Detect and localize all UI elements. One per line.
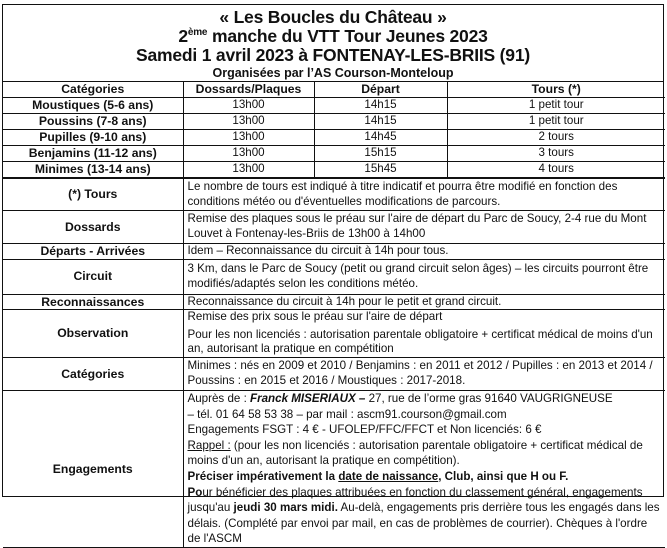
observation-line-1: Remise des prix sous le préau sur l'aire de départ xyxy=(187,310,443,324)
info-value: Reconnaissance du circuit à 14h pour le petit et grand circuit. xyxy=(183,294,665,310)
title-block xyxy=(3,5,663,82)
depart-cell: 15h45 xyxy=(314,162,447,178)
tours-cell: 1 petit tour xyxy=(447,98,665,114)
event-organizer: Organisées par l’AS Courson-Monteloup xyxy=(212,66,454,80)
dossards-cell: 13h00 xyxy=(183,162,314,178)
schedule-table xyxy=(3,82,665,178)
tours-cell: 2 tours xyxy=(447,130,665,146)
info-value xyxy=(183,310,665,358)
dossards-cell: 13h00 xyxy=(183,114,314,130)
dossards-cell: 13h00 xyxy=(183,130,314,146)
deadline-bold-start: Po xyxy=(187,485,203,499)
table-row xyxy=(3,98,665,114)
table-row xyxy=(3,146,665,162)
dossards-cell: 13h00 xyxy=(183,98,314,114)
info-row-departs xyxy=(3,244,665,260)
table-row xyxy=(3,162,665,178)
info-row-dossards xyxy=(3,211,665,244)
category-cell: Benjamins (11-12 ans) xyxy=(3,146,183,162)
engagement-reminder xyxy=(188,438,662,469)
col-header-depart: Départ xyxy=(314,82,447,98)
engagement-notice xyxy=(188,469,662,485)
table-row xyxy=(3,114,665,130)
info-label: Catégories xyxy=(3,357,183,390)
observation-line-2: Pour les non licenciés : autorisation parentale obligatoire + certificat médical de moins d'un an, autorisant la pratique en compétition xyxy=(187,327,653,356)
table-row xyxy=(3,130,665,146)
contact-address: 27, rue de l’orme gras 91640 VAUGRIGNEUSE xyxy=(365,391,613,405)
info-value: Idem – Reconnaissance du circuit à 14h pour tous. xyxy=(183,244,665,260)
category-cell: Poussins (7-8 ans) xyxy=(3,114,183,130)
engagement-fees: Engagements FSGT : 4 € - UFOLEP/FFC/FFCT et Non licenciés: 6 € xyxy=(187,423,542,437)
info-row-observation xyxy=(3,310,665,358)
schedule-header-row xyxy=(3,82,665,98)
depart-cell: 14h15 xyxy=(314,98,447,114)
notice-prefix: Préciser impérativement la xyxy=(187,469,339,483)
reminder-label: Rappel : xyxy=(187,438,231,452)
info-label: Dossards xyxy=(3,211,183,244)
info-row-reconnaissances xyxy=(3,294,665,310)
col-header-categories: Catégories xyxy=(3,82,183,98)
event-flyer xyxy=(2,4,664,546)
category-cell: Minimes (13-14 ans) xyxy=(3,162,183,178)
depart-cell: 14h45 xyxy=(314,130,447,146)
deadline-date: jeudi 30 mars midi. xyxy=(233,501,338,515)
info-label: (*) Tours xyxy=(3,179,183,211)
notice-suffix: , Club, ainsi que H ou F. xyxy=(438,469,569,483)
notice-birthdate: date de naissance xyxy=(338,469,439,483)
engagement-phone-mail: – tél. 01 64 58 53 38 – par mail : ascm91.courson@gmail.com xyxy=(187,407,507,421)
col-header-tours: Tours (*) xyxy=(447,82,665,98)
engagement-deadline xyxy=(188,485,662,547)
subtitle-rest: manche du VTT Tour Jeunes 2023 xyxy=(207,26,488,46)
info-value xyxy=(183,390,665,547)
info-value: Le nombre de tours est indiqué à titre indicatif et pourra être modifié en fonction des conditions météo ou d'éventuelles modifications de parcours. xyxy=(183,179,665,211)
engagement-contact xyxy=(188,391,662,407)
tours-cell: 3 tours xyxy=(447,146,665,162)
depart-cell: 14h15 xyxy=(314,114,447,130)
category-cell: Pupilles (9-10 ans) xyxy=(3,130,183,146)
info-label: Circuit xyxy=(3,259,183,294)
contact-prefix: Auprès de : xyxy=(187,391,251,405)
info-label: Observation xyxy=(3,310,183,358)
info-row-engagements xyxy=(3,390,665,547)
subtitle-superscript: ème xyxy=(187,27,208,38)
contact-name: Franck MISERIAUX – xyxy=(250,391,366,405)
event-date-location: Samedi 1 avril 2023 à FONTENAY-LES-BRIIS (91) xyxy=(136,45,530,65)
event-title: « Les Boucles du Château » xyxy=(219,7,447,27)
reminder-text: (pour les non licenciés : autorisation parentale obligatoire + certificat médical de moins d'un an, autorisant la pratique en compétition). xyxy=(187,438,643,468)
col-header-dossards: Dossards/Plaques xyxy=(183,82,314,98)
deadline-text-1: ur bénéficier des plaques attribuées en fonction du classement général, engagements jusqu'au xyxy=(187,485,643,515)
info-table xyxy=(3,178,665,548)
info-label: Départs - Arrivées xyxy=(3,244,183,260)
category-cell: Moustiques (5-6 ans) xyxy=(3,98,183,114)
tours-cell: 4 tours xyxy=(447,162,665,178)
event-subtitle xyxy=(3,27,663,46)
info-value: Minimes : nés en 2009 et 2010 / Benjamins : en 2011 et 2012 / Pupilles : en 2013 et 2014 / Poussins : en 2015 et 2016 / Moustiques : 2017-2018. xyxy=(183,357,665,390)
info-label: Reconnaissances xyxy=(3,294,183,310)
info-row-circuit xyxy=(3,259,665,294)
deadline-text-2: Au-delà, engagements pris derrière tous les engagés dans les délais. (Complété par envoi par mail, en cas de problèmes de courrier). Chèques à l'ordre de l'ASCM xyxy=(187,501,660,546)
depart-cell: 15h15 xyxy=(314,146,447,162)
info-value: Remise des plaques sous le préau sur l'aire de départ du Parc de Soucy, 2-4 rue du Mont Louvet à Fontenay-les-Briis de 13h00 à 14h00 xyxy=(183,211,665,244)
info-value: 3 Km, dans le Parc de Soucy (petit ou grand circuit selon âges) – les circuits pourront être modifiés/adaptés selon les conditions météo. xyxy=(183,259,665,294)
subtitle-ordinal: 2 xyxy=(178,26,188,46)
tours-cell: 1 petit tour xyxy=(447,114,665,130)
info-row-categories xyxy=(3,357,665,390)
info-row-tours xyxy=(3,179,665,211)
info-label: Engagements xyxy=(3,390,183,547)
dossards-cell: 13h00 xyxy=(183,146,314,162)
